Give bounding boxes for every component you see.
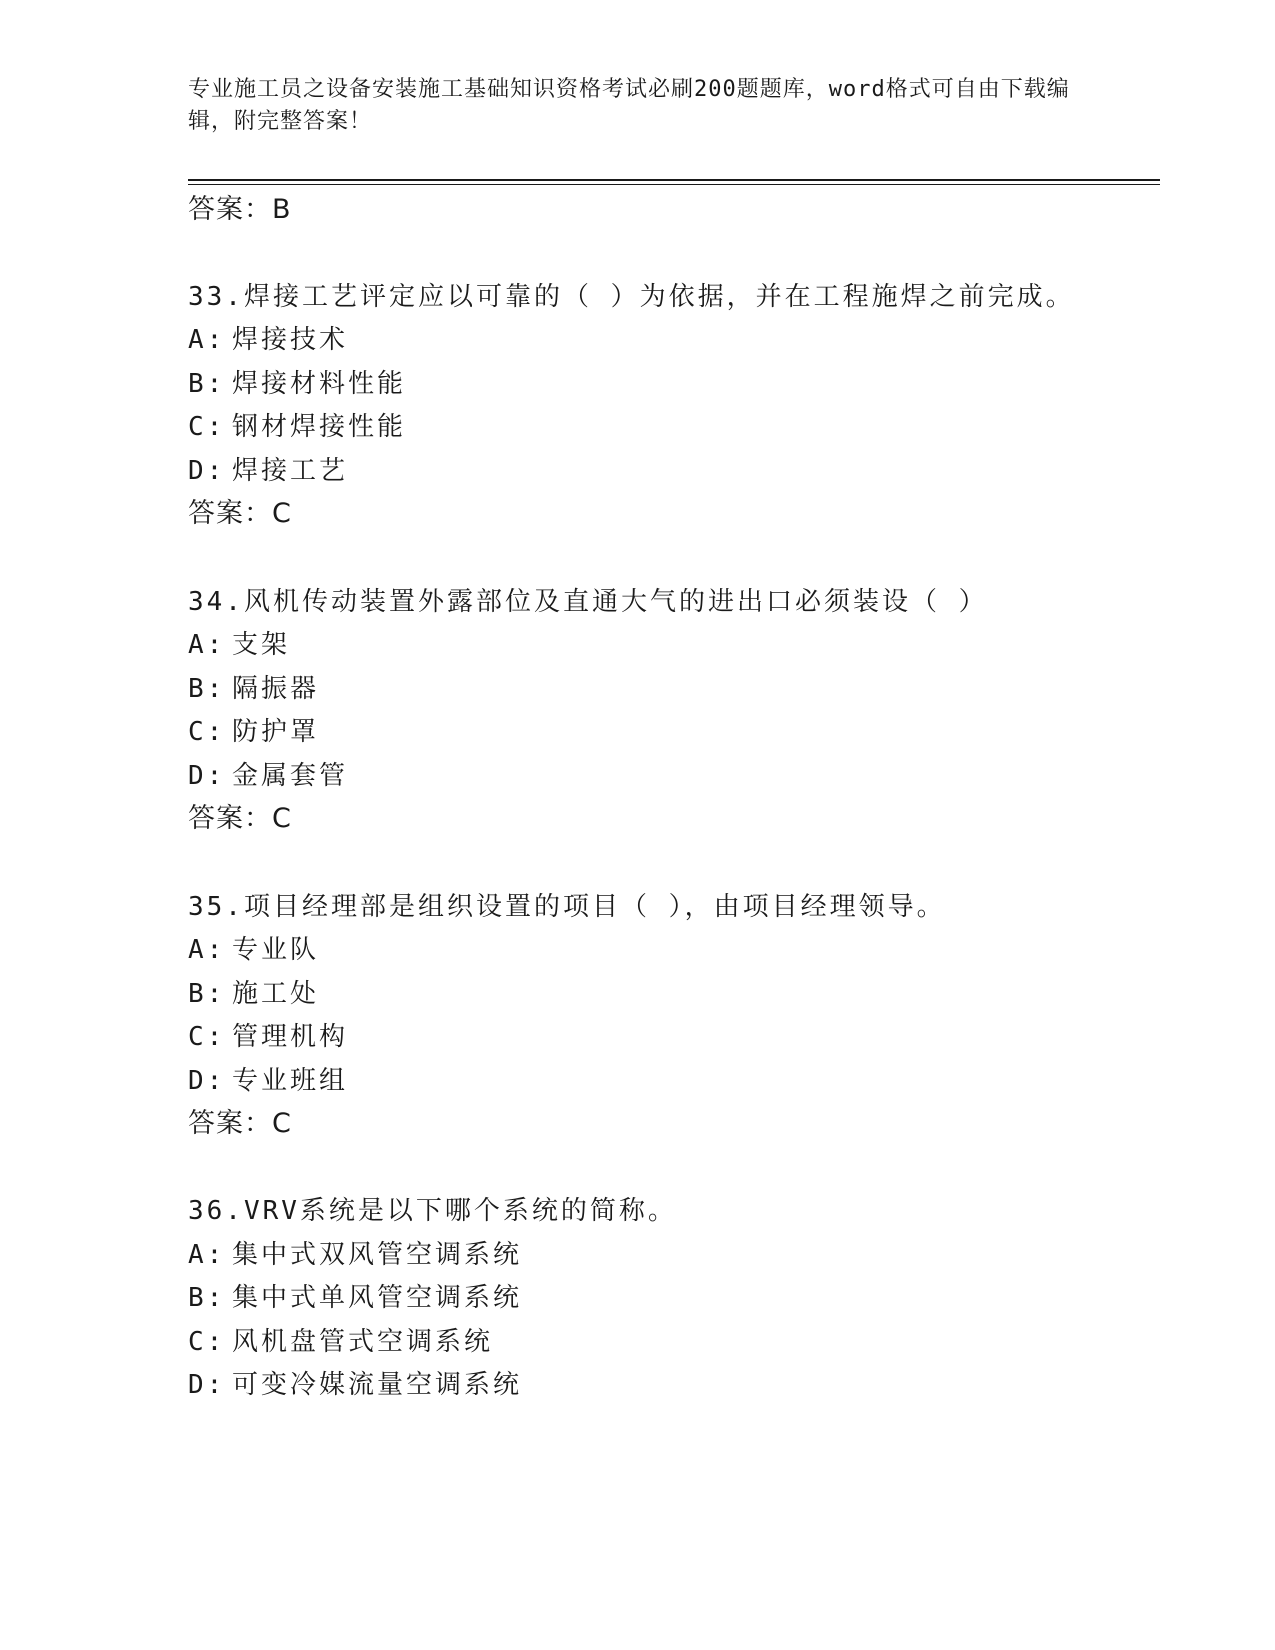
header-rule-secondary xyxy=(188,184,1160,185)
option-key: D: xyxy=(188,1370,226,1400)
option-a xyxy=(188,628,290,662)
option-key: A: xyxy=(188,325,226,355)
option-text: 钢材焊接性能 xyxy=(232,412,407,442)
option-text: 专业班组 xyxy=(232,1066,349,1096)
answer-line: 答案：C xyxy=(188,1108,292,1139)
option-text: 集中式单风管空调系统 xyxy=(232,1283,523,1313)
option-text: 集中式双风管空调系统 xyxy=(232,1240,523,1270)
option-c xyxy=(188,410,406,444)
option-key: D: xyxy=(188,761,226,791)
answer-line: 答案：C xyxy=(188,498,292,529)
option-text: 专业队 xyxy=(232,935,320,965)
option-c xyxy=(188,715,319,749)
question-stem: 34.风机传动装置外露部位及直通大气的进出口必须装设（ ） xyxy=(188,587,988,617)
option-text: 焊接工艺 xyxy=(232,456,349,486)
option-b xyxy=(188,977,319,1011)
option-c xyxy=(188,1325,493,1359)
option-d xyxy=(188,759,348,793)
option-key: B: xyxy=(188,674,226,704)
question-stem: 36.VRV系统是以下哪个系统的简称。 xyxy=(188,1196,677,1226)
option-key: D: xyxy=(188,456,226,486)
option-key: B: xyxy=(188,369,226,399)
option-text: 施工处 xyxy=(232,979,320,1009)
option-key: C: xyxy=(188,412,226,442)
page-header: 专业施工员之设备安装施工基础知识资格考试必刷200题题库，word格式可自由下载编辑，附完整答案！ xyxy=(188,77,1070,134)
option-text: 金属套管 xyxy=(232,761,349,791)
option-key: A: xyxy=(188,630,226,660)
option-key: A: xyxy=(188,935,226,965)
option-c xyxy=(188,1020,348,1054)
option-text: 风机盘管式空调系统 xyxy=(232,1327,494,1357)
option-key: D: xyxy=(188,1066,226,1096)
option-text: 支架 xyxy=(232,630,291,660)
option-key: C: xyxy=(188,717,226,747)
option-d xyxy=(188,1368,522,1402)
option-a xyxy=(188,1238,522,1272)
option-text: 管理机构 xyxy=(232,1022,349,1052)
option-text: 可变冷媒流量空调系统 xyxy=(232,1370,523,1400)
option-key: C: xyxy=(188,1022,226,1052)
option-text: 隔振器 xyxy=(232,674,320,704)
option-b xyxy=(188,367,406,401)
option-a xyxy=(188,323,348,357)
question-stem: 33.焊接工艺评定应以可靠的（ ）为依据，并在工程施焊之前完成。 xyxy=(188,282,1075,312)
option-a xyxy=(188,933,319,967)
option-d xyxy=(188,1064,348,1098)
header-rule xyxy=(188,179,1160,181)
option-text: 焊接技术 xyxy=(232,325,349,355)
answer-line: 答案：B xyxy=(188,194,292,225)
option-text: 焊接材料性能 xyxy=(232,369,407,399)
question-stem: 35.项目经理部是组织设置的项目（ ），由项目经理领导。 xyxy=(188,892,946,922)
option-key: C: xyxy=(188,1327,226,1357)
option-key: B: xyxy=(188,1283,226,1313)
option-b xyxy=(188,1281,522,1315)
option-b xyxy=(188,672,319,706)
option-text: 防护罩 xyxy=(232,717,320,747)
option-key: A: xyxy=(188,1240,226,1270)
option-d xyxy=(188,454,348,488)
option-key: B: xyxy=(188,979,226,1009)
answer-line: 答案：C xyxy=(188,803,292,834)
